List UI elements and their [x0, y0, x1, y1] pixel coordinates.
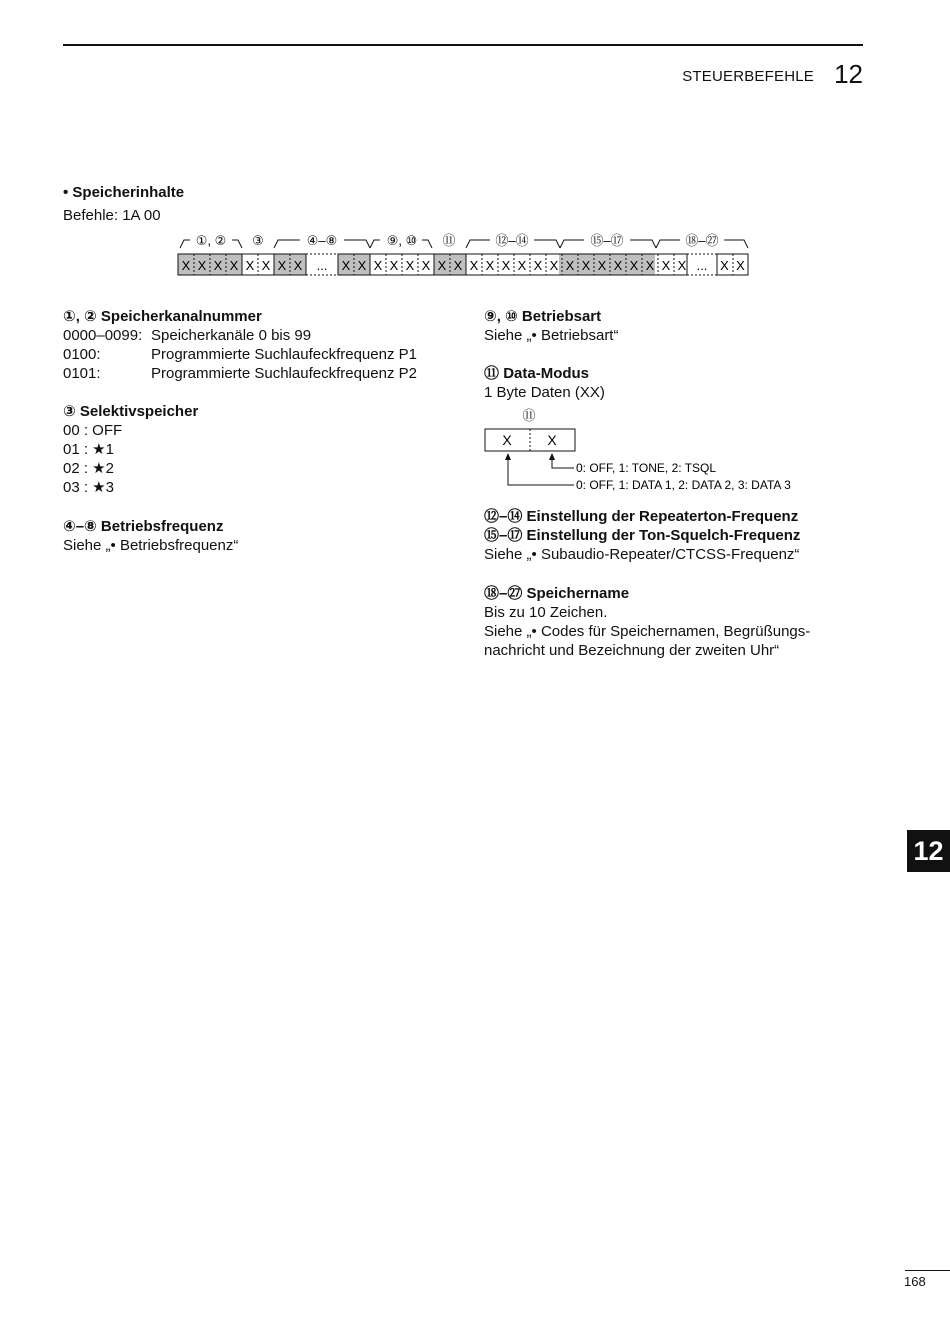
section-title: • Speicherinhalte	[63, 184, 185, 201]
block-text: nachricht und Bezeichnung der zweiten Uhr“	[484, 642, 780, 659]
command-line: Befehle: 1A 00	[63, 207, 161, 224]
byte-cell-x: X	[213, 258, 223, 273]
data-mode-diagram	[480, 404, 820, 494]
byte-cell-x: X	[629, 258, 639, 273]
block-title-num: ⑪	[484, 365, 500, 382]
block-text: Bis zu 10 Zeichen.	[484, 604, 608, 621]
footer-rule	[905, 1270, 950, 1271]
block-title: Einstellung der Repeaterton-Frequenz	[526, 508, 799, 525]
block-text: Siehe „• Subaudio-Repeater/CTCSS-Frequenz“	[484, 546, 800, 563]
block-text: Siehe „• Codes für Speichernamen, Begrüßungs-	[484, 623, 811, 640]
byte-cell-x: X	[405, 258, 415, 273]
byte-diagram	[0, 0, 950, 280]
byte-cell-x: X	[357, 258, 367, 273]
block-title-num: ⑮–⑰	[484, 527, 523, 544]
block-title: Data-Modus	[503, 365, 590, 382]
block-title-num: ⑫–⑭	[484, 508, 523, 525]
page-number: 168	[904, 1274, 926, 1289]
chapter-tab: 12	[907, 830, 950, 872]
byte-cell-x: X	[245, 258, 255, 273]
list-item: 0100: Programmierte Suchlaufeckfrequenz P1	[63, 346, 417, 363]
list-item: 01 : ★1	[63, 441, 114, 458]
list-item: 00 : OFF	[63, 422, 123, 439]
byte-cell-x: X	[197, 258, 207, 273]
byte-cell-x: X	[549, 258, 559, 273]
bracket-label-1: ①, ②	[195, 233, 227, 248]
byte-cell-x: X	[373, 258, 383, 273]
block-title: Speicherkanalnummer	[100, 308, 262, 325]
block-title: Einstellung der Ton-Squelch-Frequenz	[526, 527, 801, 544]
data-mode-cell	[485, 429, 575, 451]
bracket-label-6: ⑫–⑭	[495, 233, 529, 248]
list-item: 0000–0099: Speicherkanäle 0 bis 99	[63, 327, 312, 344]
data-mode-x1: X	[502, 432, 512, 448]
byte-cell-x: X	[736, 258, 745, 273]
block-title-num: ③	[63, 403, 76, 420]
byte-cell-x: X	[720, 258, 729, 273]
byte-cell-x: X	[645, 258, 655, 273]
byte-cell-x: X	[613, 258, 623, 273]
bracket-label-2: ③	[252, 233, 264, 248]
block-text: 1 Byte Daten (XX)	[484, 384, 605, 401]
byte-cell-x: X	[389, 258, 399, 273]
byte-cell-x: X	[181, 258, 191, 273]
data-mode-note-2: 0: OFF, 1: DATA 1, 2: DATA 2, 3: DATA 3	[576, 478, 791, 492]
block-channel-number	[63, 307, 417, 383]
block-memory-name	[484, 584, 810, 660]
data-mode-x2: X	[547, 432, 557, 448]
byte-cell-x: X	[501, 258, 511, 273]
brackets	[180, 240, 748, 248]
ellipsis-2: ...	[696, 258, 708, 273]
chapter-number: 12	[834, 59, 863, 89]
block-mode	[484, 307, 618, 345]
block-data-mode	[484, 364, 605, 402]
byte-cell-x: X	[565, 258, 575, 273]
byte-cell-x: X	[661, 258, 671, 273]
bracket-label-3: ④–⑧	[306, 233, 338, 248]
byte-cell-x: X	[437, 258, 447, 273]
list-item: 02 : ★2	[63, 460, 114, 477]
list-item: 03 : ★3	[63, 479, 114, 496]
bracket-label-7: ⑮–⑰	[590, 233, 624, 248]
bracket-label-8: ⑱–㉗	[685, 233, 719, 248]
bracket-label-4: ⑨, ⑩	[386, 233, 418, 248]
block-title-num: ⑨, ⑩	[484, 308, 518, 325]
byte-cell-x: X	[597, 258, 607, 273]
block-title: Selektivspeicher	[79, 403, 199, 420]
block-text: Siehe „• Betriebsfrequenz“	[63, 537, 239, 554]
bracket-label-5: ⑪	[442, 233, 456, 248]
header-title: STEUERBEFEHLE	[682, 68, 814, 85]
byte-cell-x: X	[453, 258, 463, 273]
byte-cell-x: X	[517, 258, 527, 273]
block-title-num: ④–⑧	[63, 518, 97, 535]
byte-cell-x: X	[341, 258, 351, 273]
list-item: 0101: Programmierte Suchlaufeckfrequenz P2	[63, 365, 417, 382]
arrow-up-icon	[505, 453, 511, 460]
block-title: Speichername	[526, 585, 630, 602]
block-title: Betriebsart	[521, 308, 602, 325]
data-mode-leaders	[508, 456, 574, 485]
byte-cell-x: X	[581, 258, 591, 273]
byte-cell-x: X	[677, 258, 687, 273]
byte-cell-x: X	[533, 258, 543, 273]
block-text: Siehe „• Betriebsart“	[484, 327, 619, 344]
block-tone-frequency	[484, 507, 800, 564]
byte-cell-x: X	[421, 258, 431, 273]
data-mode-note-1: 0: OFF, 1: TONE, 2: TSQL	[576, 461, 717, 475]
block-title-num: ⑱–㉗	[484, 585, 523, 602]
byte-cell-x: X	[277, 258, 287, 273]
data-mode-label: ⑪	[522, 408, 536, 423]
block-title-num: ①, ②	[63, 308, 97, 325]
byte-cell-x: X	[229, 258, 239, 273]
byte-cell-x: X	[293, 258, 303, 273]
byte-cell-x: X	[485, 258, 495, 273]
byte-cell-x: X	[469, 258, 479, 273]
arrow-up-icon	[549, 453, 555, 460]
byte-cell-x: X	[261, 258, 271, 273]
ellipsis-1: ...	[316, 258, 328, 273]
block-title: Betriebsfrequenz	[100, 518, 224, 535]
block-select-memory	[63, 402, 198, 497]
block-frequency	[63, 517, 238, 555]
